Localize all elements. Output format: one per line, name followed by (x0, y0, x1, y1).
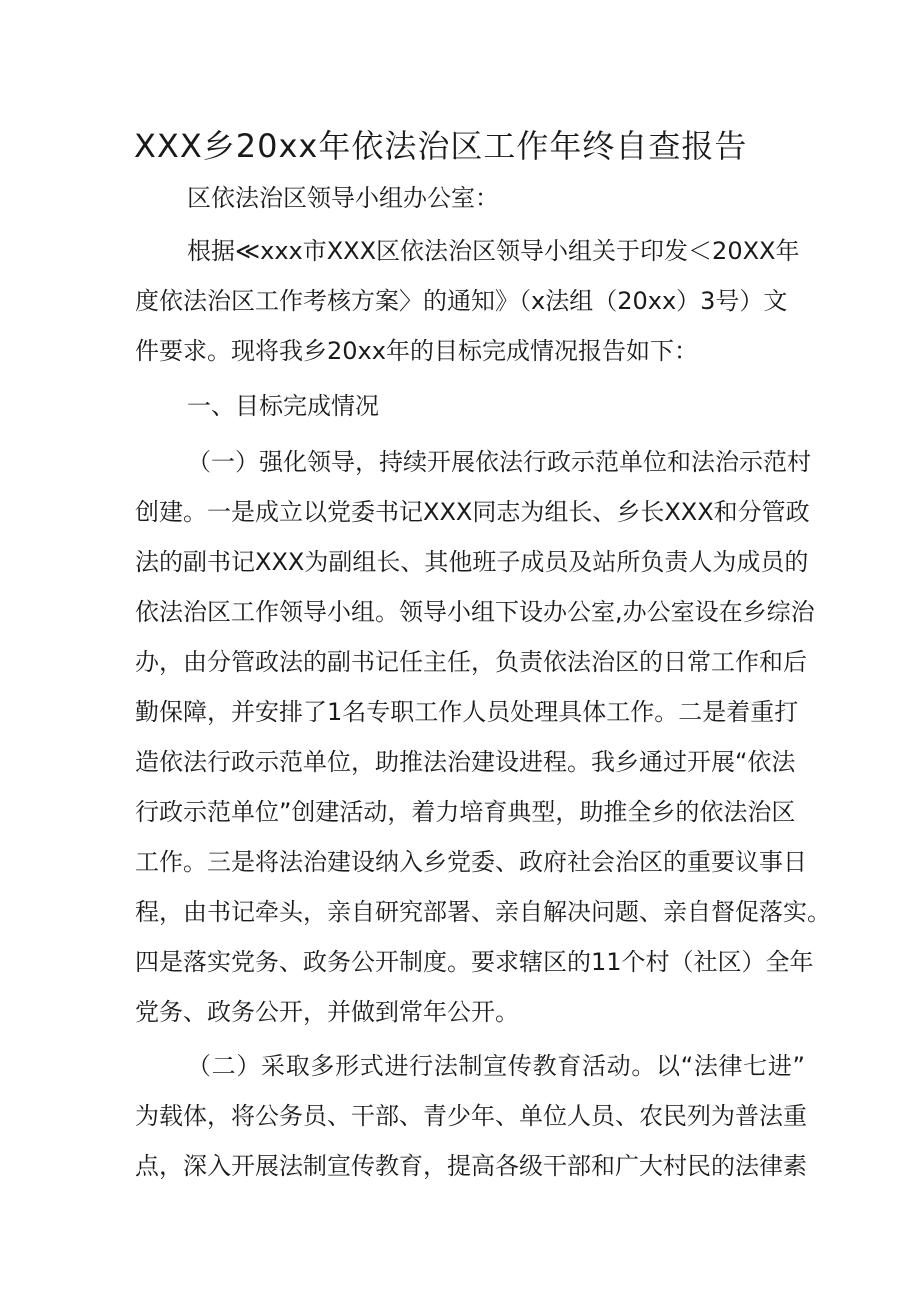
paragraph-line: 工作。三是将法治建设纳入乡党委、政府社会治区的重要议事日 (135, 848, 807, 876)
paragraph-line: 创建。一是成立以党委书记XXX同志为组长、乡长XXX和分管政 (135, 498, 810, 526)
intro-line: 度依法治区工作考核方案〉的通知》（x法组（20xx）3号）文 (135, 287, 788, 315)
document-title: XXX乡20xx年依法治区工作年终自查报告 (134, 127, 748, 165)
paragraph-line: 四是落实党务、政务公开制度。要求辖区的11个村（社区）全年 (135, 948, 814, 976)
paragraph-line: （一）强化领导，持续开展依法行政示范单位和法治示范村 (187, 448, 811, 476)
paragraph-line: 行政示范单位”创建活动，着力培育典型，助推全乡的依法治区 (135, 798, 796, 826)
paragraph-line: 程，由书记牵头，亲自研究部署、亲自解决问题、亲自督促落实。 (135, 898, 831, 926)
intro-line: 件要求。现将我乡20xx年的目标完成情况报告如下： (135, 337, 698, 365)
paragraph-line: 为载体，将公务员、干部、青少年、单位人员、农民列为普法重 (135, 1102, 807, 1130)
paragraph-line: 党务、政务公开，并做到常年公开。 (135, 998, 519, 1026)
paragraph-line: 法的副书记XXX为副组长、其他班子成员及站所负责人为成员的 (135, 548, 809, 576)
intro-line: 根据≪xxx市XXX区依法治区领导小组关于印发＜20XX年 (187, 237, 800, 265)
paragraph-line: 办，由分管政法的副书记任主任，负责依法治区的日常工作和后 (135, 648, 807, 676)
paragraph-line: 依法治区工作领导小组。领导小组下设办公室,办公室设在乡综治 (135, 598, 815, 626)
paragraph-line: （二）采取多形式进行法制宣传教育活动。以“法律七进” (187, 1052, 805, 1080)
paragraph-line: 造依法行政示范单位，助推法治建设进程。我乡通过开展“依法 (135, 748, 796, 776)
paragraph-line: 点，深入开展法制宣传教育，提高各级干部和广大村民的法律素 (135, 1152, 807, 1180)
section-heading: 一、目标完成情况 (187, 392, 379, 420)
paragraph-line: 勤保障，并安排了1名专职工作人员处理具体工作。二是着重打 (135, 698, 799, 726)
salutation: 区依法治区领导小组办公室： (187, 184, 499, 212)
